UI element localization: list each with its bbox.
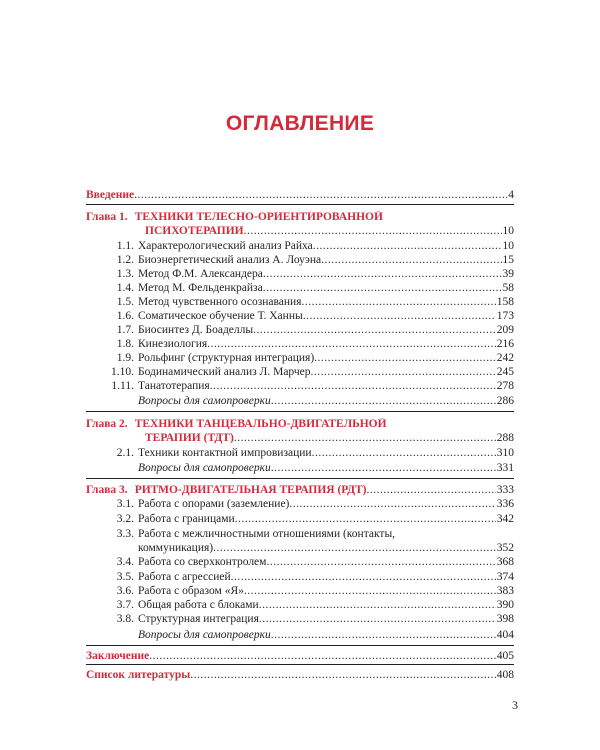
toc-chapter-2-heading-cont[interactable] bbox=[145, 432, 514, 446]
section-number: 1.6. bbox=[116, 310, 134, 322]
toc-entry-page: 310 bbox=[496, 447, 514, 459]
toc-entry[interactable] bbox=[86, 447, 514, 461]
toc-entry[interactable] bbox=[86, 498, 514, 512]
toc-entry-page: 404 bbox=[496, 629, 514, 641]
leader-dots bbox=[263, 268, 502, 281]
toc-entry-title: Бодинамический анализ Л. Марчер bbox=[138, 366, 311, 378]
toc-entry-page: 10 bbox=[502, 225, 514, 237]
toc-entry-title: Структурная интеграция bbox=[138, 613, 259, 625]
chapter-title: ТЕРАПИИ (ТДТ) bbox=[145, 432, 234, 444]
toc-entry-title: Работа с агрессией bbox=[138, 571, 231, 583]
toc-entry-title: Заключение bbox=[86, 650, 150, 662]
toc-entry-page: 216 bbox=[496, 338, 514, 350]
chapter-number: Глава 3. bbox=[86, 484, 128, 496]
leader-dots bbox=[266, 556, 495, 569]
leader-dots bbox=[314, 352, 496, 365]
leader-dots bbox=[210, 380, 496, 393]
leader-dots bbox=[235, 513, 496, 526]
toc-entry-title: Метод Ф.М. Александера bbox=[138, 268, 263, 280]
leader-dots bbox=[313, 240, 502, 253]
toc-entry[interactable] bbox=[86, 513, 514, 527]
toc-entry-title: Работа с образом «Я» bbox=[138, 585, 244, 597]
leader-dots bbox=[271, 629, 496, 642]
toc-entry-page: 209 bbox=[496, 324, 514, 336]
toc-entry-title: Метод чувственного осознавания bbox=[138, 296, 302, 308]
leader-dots bbox=[213, 542, 496, 555]
chapter-title: ПСИХОТЕРАПИИ bbox=[145, 225, 244, 237]
toc-entry-page: 342 bbox=[496, 513, 514, 525]
section-number: 1.1. bbox=[116, 240, 134, 252]
toc-entry-page: 374 bbox=[496, 571, 514, 583]
section-number: 3.6. bbox=[116, 585, 134, 597]
toc-entry-title: Работа с опорами (заземление) bbox=[138, 498, 290, 510]
toc-entry-page: 10 bbox=[502, 240, 514, 252]
toc-entry-title: Рольфинг (структурная интеграция) bbox=[138, 352, 315, 364]
section-number: 1.5. bbox=[116, 296, 134, 308]
toc-entry-title: Общая работа с блоками bbox=[138, 599, 259, 611]
toc-entry-title: Соматическое обучение Т. Ханны bbox=[138, 310, 303, 322]
toc-entry-intro[interactable] bbox=[86, 189, 514, 203]
leader-dots bbox=[134, 189, 507, 202]
section-number: 1.7. bbox=[116, 324, 134, 336]
toc-entry-title: Работа с межличностными отношениями (контакты, bbox=[138, 528, 396, 540]
toc-entry-review[interactable] bbox=[86, 629, 514, 643]
toc-entry-title: Техники контактной импровизации bbox=[138, 447, 312, 459]
toc-entry[interactable] bbox=[86, 380, 514, 394]
section-number: 2.1. bbox=[116, 447, 134, 459]
toc-entry-page: 4 bbox=[508, 189, 514, 201]
leader-dots bbox=[234, 432, 496, 445]
toc-entry[interactable] bbox=[86, 585, 514, 599]
leader-dots bbox=[311, 366, 496, 379]
section-number: 3.2. bbox=[116, 513, 134, 525]
toc-entry-title: Биосинтез Д. Боаделлы bbox=[138, 324, 254, 336]
chapter-title: ТЕХНИКИ ТЕЛЕСНО-ОРИЕНТИРОВАННОЙ bbox=[134, 211, 383, 223]
section-number: 1.3. bbox=[116, 268, 134, 280]
leader-dots bbox=[149, 650, 496, 663]
toc-entry-page: 352 bbox=[496, 542, 514, 554]
leader-dots bbox=[259, 599, 496, 612]
toc-entry[interactable] bbox=[86, 613, 514, 627]
section-number: 1.10. bbox=[111, 366, 134, 378]
toc-entry-review[interactable] bbox=[86, 462, 514, 476]
toc-entry[interactable] bbox=[86, 338, 514, 352]
toc-entry-references[interactable] bbox=[86, 669, 514, 683]
section-number: 3.5. bbox=[116, 571, 134, 583]
toc-entry[interactable] bbox=[86, 324, 514, 338]
divider bbox=[86, 204, 514, 205]
leader-dots bbox=[367, 484, 496, 497]
toc-entry-page: 278 bbox=[496, 380, 514, 392]
toc-entry-conclusion[interactable] bbox=[86, 650, 514, 664]
leader-dots bbox=[303, 310, 496, 323]
toc-chapter-3-heading[interactable] bbox=[86, 484, 514, 498]
chapter-title: ТЕХНИКИ ТАНЦЕВАЛЬНО-ДВИГАТЕЛЬНОЙ bbox=[134, 418, 387, 430]
toc-entry[interactable] bbox=[86, 556, 514, 570]
toc-entry[interactable] bbox=[86, 352, 514, 366]
leader-dots bbox=[259, 613, 496, 626]
toc-entry-page: 398 bbox=[496, 613, 514, 625]
toc-entry-page: 288 bbox=[496, 432, 514, 444]
toc-entry-page: 58 bbox=[502, 282, 514, 294]
section-number: 1.9. bbox=[116, 352, 134, 364]
leader-dots bbox=[321, 254, 501, 267]
toc-entry[interactable] bbox=[86, 599, 514, 613]
toc-entry-page: 333 bbox=[496, 484, 514, 496]
leader-dots bbox=[289, 498, 495, 511]
toc-entry-title: Танатотерапия bbox=[138, 380, 210, 392]
toc-entry[interactable] bbox=[86, 268, 514, 282]
toc-chapter-1-heading[interactable] bbox=[86, 211, 514, 225]
toc-entry-review[interactable] bbox=[86, 395, 514, 409]
toc-entry-title: Вопросы для самопроверки bbox=[138, 462, 271, 474]
section-number: 1.11. bbox=[111, 380, 134, 392]
toc-entry[interactable] bbox=[86, 528, 514, 542]
leader-dots bbox=[301, 296, 495, 309]
section-number: 1.2. bbox=[116, 254, 134, 266]
section-number: 1.4. bbox=[116, 282, 134, 294]
leader-dots bbox=[271, 462, 496, 475]
section-number: 3.3. bbox=[116, 528, 134, 540]
page-title: ОГЛАВЛЕНИЕ bbox=[225, 112, 375, 135]
leader-dots bbox=[244, 585, 496, 598]
leader-dots bbox=[312, 447, 496, 460]
toc-entry-page: 158 bbox=[496, 296, 514, 308]
toc-entry[interactable] bbox=[86, 296, 514, 310]
section-number: 3.8. bbox=[116, 613, 134, 625]
toc-entry-title: Введение bbox=[86, 189, 135, 201]
toc-entry-title: Биоэнергетический анализ А. Лоуэна bbox=[138, 254, 322, 266]
leader-dots bbox=[231, 571, 496, 584]
toc-entry[interactable] bbox=[86, 310, 514, 324]
toc-entry[interactable] bbox=[86, 254, 514, 268]
toc-entry-page: 390 bbox=[496, 599, 514, 611]
toc-chapter-2-heading[interactable] bbox=[86, 418, 514, 432]
toc-entry[interactable] bbox=[86, 571, 514, 585]
toc-entry-page: 336 bbox=[496, 498, 514, 510]
toc-entry-title: Вопросы для самопроверки bbox=[138, 395, 271, 407]
toc-entry-page: 368 bbox=[496, 556, 514, 568]
toc-entry-title: коммуникация) bbox=[138, 542, 214, 554]
toc-entry[interactable] bbox=[86, 240, 514, 254]
chapter-number: Глава 1. bbox=[86, 211, 128, 223]
section-number: 3.4. bbox=[116, 556, 134, 568]
page-number: 3 bbox=[512, 698, 518, 712]
toc-entry[interactable] bbox=[86, 366, 514, 380]
toc-entry[interactable] bbox=[86, 282, 514, 296]
leader-dots bbox=[253, 324, 496, 337]
chapter-title: РИТМО-ДВИГАТЕЛЬНАЯ ТЕРАПИЯ (РДТ) bbox=[134, 484, 367, 496]
section-number: 3.7. bbox=[116, 599, 134, 611]
toc-entry-page: 173 bbox=[496, 310, 514, 322]
divider bbox=[86, 411, 514, 412]
toc-entry-page: 383 bbox=[496, 585, 514, 597]
toc-entry-page: 331 bbox=[496, 462, 514, 474]
chapter-number: Глава 2. bbox=[86, 418, 128, 430]
toc-entry-title: Работа со сверхконтролем bbox=[138, 556, 267, 568]
leader-dots bbox=[190, 669, 496, 682]
toc-entry-title: Работа с границами bbox=[138, 513, 235, 525]
leader-dots bbox=[271, 395, 496, 408]
toc-entry-page: 242 bbox=[496, 352, 514, 364]
toc-entry-title: Вопросы для самопроверки bbox=[138, 629, 271, 641]
divider bbox=[86, 645, 514, 646]
toc-entry-page: 405 bbox=[496, 650, 514, 662]
toc-entry-title: Характерологический анализ Райха bbox=[138, 240, 313, 252]
toc-entry-page: 286 bbox=[496, 395, 514, 407]
section-number: 3.1. bbox=[116, 498, 134, 510]
leader-dots bbox=[207, 338, 496, 351]
toc-entry-cont[interactable] bbox=[86, 542, 514, 556]
toc-entry-title: Метод М. Фельденкрайза bbox=[138, 282, 263, 294]
toc-entry-title: Список литературы bbox=[86, 669, 191, 681]
divider bbox=[86, 664, 514, 665]
leader-dots bbox=[244, 225, 502, 238]
toc-entry-page: 39 bbox=[502, 268, 514, 280]
toc-chapter-1-heading-cont[interactable] bbox=[145, 225, 514, 239]
toc-entry-page: 408 bbox=[496, 669, 514, 681]
section-number: 1.8. bbox=[116, 338, 134, 350]
toc-entry-page: 15 bbox=[502, 254, 514, 266]
divider bbox=[86, 478, 514, 479]
toc-entry-page: 245 bbox=[496, 366, 514, 378]
leader-dots bbox=[263, 282, 502, 295]
toc-entry-title: Кинезиология bbox=[138, 338, 208, 350]
